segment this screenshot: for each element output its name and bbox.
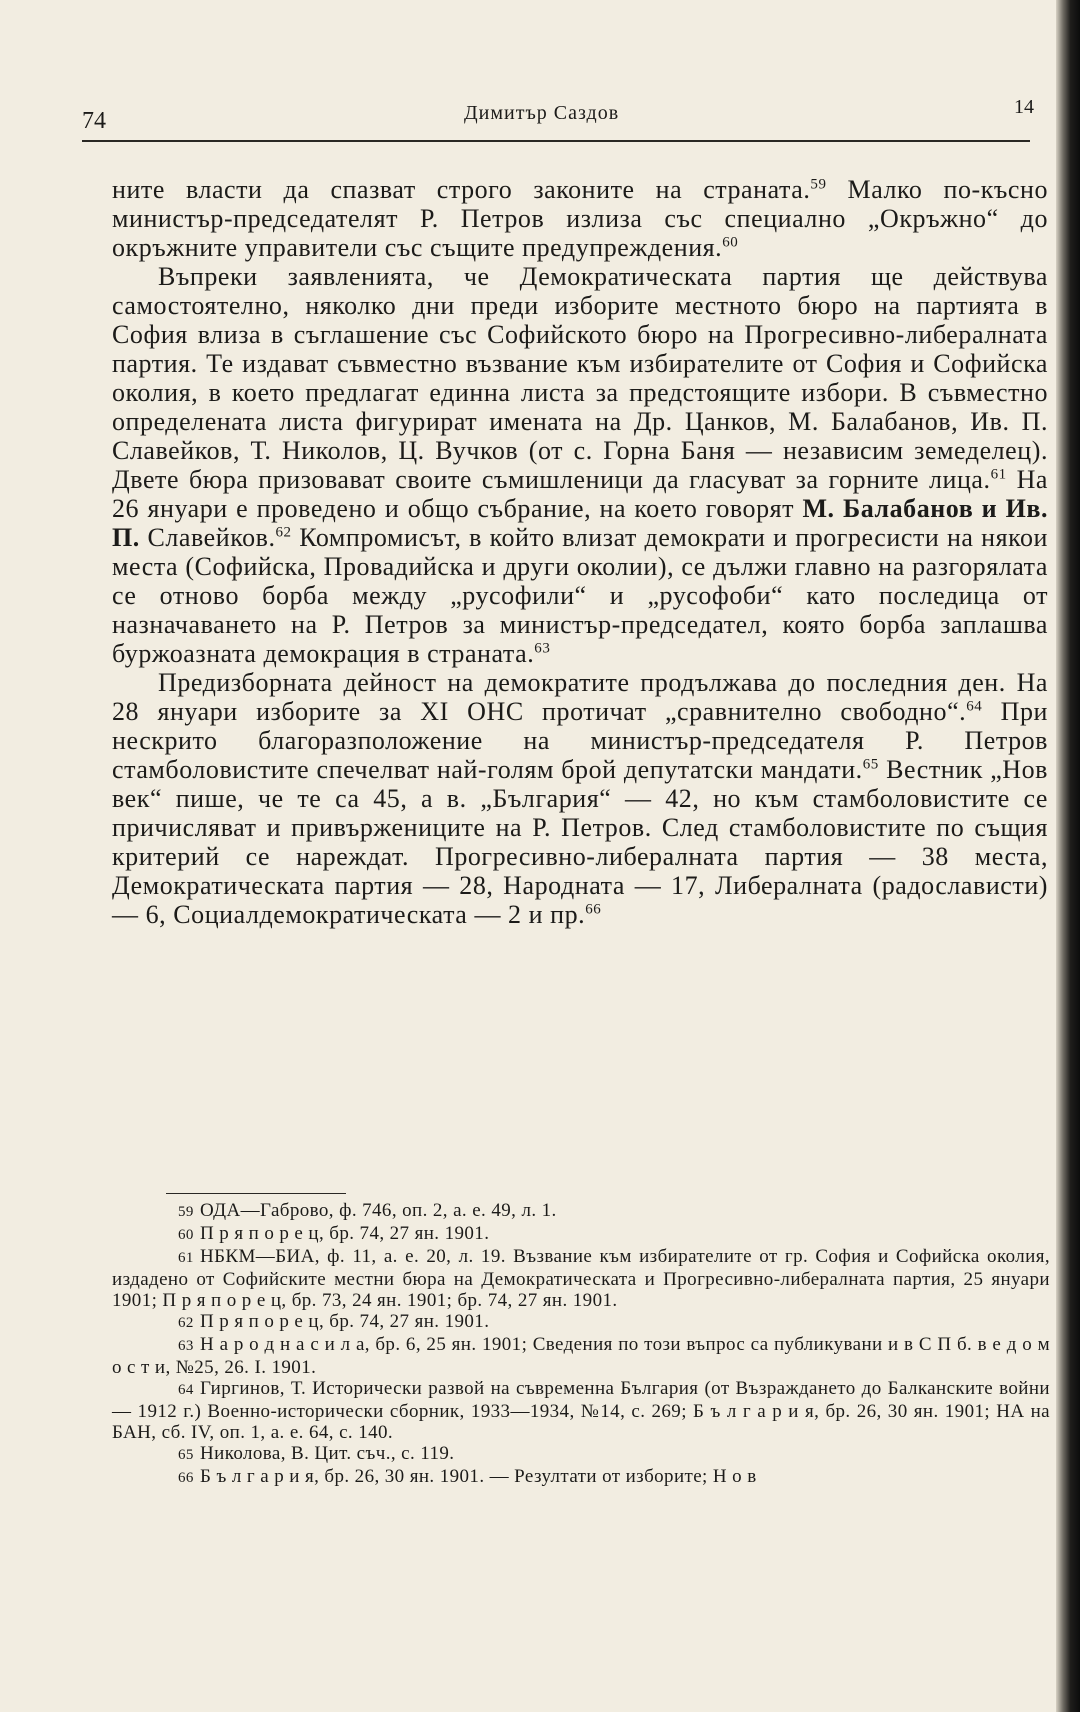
footnote bbox=[112, 1466, 1050, 1489]
text: ните власти да спазват строго законите на страната. bbox=[112, 175, 811, 204]
body-text bbox=[112, 175, 1048, 929]
footnote-number: 66 bbox=[178, 1470, 194, 1486]
footnote-number: 65 bbox=[178, 1447, 194, 1463]
running-head: Димитър Саздов bbox=[464, 102, 620, 124]
footnote-ref: 61 bbox=[990, 466, 1007, 483]
text: Предизборната дейност на демократите продължава до последния ден. На 28 януари изборите за XI ОНС протичат „сравнително свободно“. bbox=[112, 668, 1048, 726]
footnote-number: 61 bbox=[178, 1250, 194, 1266]
footnote-number: 64 bbox=[178, 1382, 194, 1398]
footnote bbox=[112, 1311, 1050, 1334]
footnote-text: ОДА—Габрово, ф. 746, оп. 2, а. е. 49, л. 1. bbox=[200, 1200, 557, 1221]
footnotes bbox=[112, 1200, 1050, 1489]
footnote bbox=[112, 1443, 1050, 1466]
footnote-text: П р я п о р е ц, бр. 74, 27 ян. 1901. bbox=[200, 1311, 490, 1332]
paragraph-3 bbox=[112, 668, 1048, 929]
footnote-number: 63 bbox=[178, 1338, 194, 1354]
footnote-ref: 65 bbox=[862, 756, 879, 773]
paragraph-1 bbox=[112, 175, 1048, 262]
footnote bbox=[112, 1334, 1050, 1378]
footnote bbox=[112, 1378, 1050, 1443]
footnote-text: Н а р о д н а с и л а, бр. 6, 25 ян. 1901; Сведения по този въпрос са публикувани и в С П б. в е д о м о с т и, №25, 26. I. 1901. bbox=[112, 1334, 1050, 1378]
page-number: 74 bbox=[82, 108, 106, 134]
page-header bbox=[82, 96, 1034, 142]
footnote-text: Гиргинов, Т. Исторически развой на съвременна България (от Възраждането до Балканските войни — 1912 г.) Военно-исторически сборник, 1933—1934, №14, с. 269; Б ъ л г а р и я, бр. 26, 30 ян. 1901; НА на БАН, сб. IV, оп. 1, а. е. 64, с. 140. bbox=[112, 1378, 1050, 1443]
book-spine-shadow bbox=[1056, 0, 1080, 1712]
footnote-text: Николова, В. Цит. съч., с. 119. bbox=[200, 1443, 455, 1464]
footnote-text: П р я п о р е ц, бр. 74, 27 ян. 1901. bbox=[200, 1223, 490, 1244]
footnote-text: НБКМ—БИА, ф. 11, а. е. 20, л. 19. Възвание към избирателите от гр. София и Софийска околия, издадено от Софийските местни бюра на Демократическата и Прогресивно-либералната партия, 25 януари 1901; П р я п о р е ц, бр. 73, 24 ян. 1901; бр. 74, 27 ян. 1901. bbox=[112, 1246, 1050, 1311]
footnote-number: 59 bbox=[178, 1204, 194, 1220]
footnote-ref: 59 bbox=[810, 176, 827, 193]
footnote-ref: 64 bbox=[966, 698, 983, 715]
footnote bbox=[112, 1246, 1050, 1311]
footnote-ref: 60 bbox=[722, 234, 739, 251]
footnote bbox=[112, 1200, 1050, 1223]
page-marker: 14 bbox=[1014, 96, 1034, 118]
text: При нескрито благоразположение на министър-председателя Р. Петров стамболовистите спечелват най-голям брой депутатски мандати. bbox=[112, 697, 1049, 784]
footnote-ref: 62 bbox=[275, 524, 292, 541]
footnote-ref: 66 bbox=[585, 901, 602, 918]
text: Славейков. bbox=[139, 523, 276, 552]
text: Компромисът, в който влизат демократи и прогресисти на някои места (Софийска, Провадийска и други околии), се дължи главно на разгорялата се отново борба между „русофили“ и „русофоби“ като последица от назначаването на Р. Петров за министър-председател, която борба заплашва буржоазната демокрация в страната. bbox=[112, 523, 1049, 668]
text: Малко по-късно министър-председателят Р. Петров излиза със специално „Окръжно“ до окръжните управители със същите предупреждения. bbox=[112, 175, 1048, 262]
footnote-rule bbox=[166, 1193, 346, 1194]
paragraph-2 bbox=[112, 262, 1048, 668]
bold-names: М. Балабанов и Ив. П. bbox=[112, 494, 1048, 552]
footnote-number: 62 bbox=[178, 1315, 194, 1331]
header-rule bbox=[82, 140, 1030, 142]
text: Въпреки заявленията, че Демократическата партия ще действува самостоятелно, няколко дни преди изборите местното бюро на партията в София влиза в съглашение със Софийското бюро на Прогресивно-либералната партия. Те издават съвместно възвание към избирателите от София и Софийска околия, в което предлагат единна листа за предстоящите избори. В съвместно определената листа фигурират имената на Др. Цанков, М. Балабанов, Ив. П. Славейков, Т. Николов, Ц. Вучков (от с. Горна Баня — независим земеделец). Двете бюра призовават своите съмишленици да гласуват за горните лица. bbox=[112, 262, 1048, 494]
footnote-ref: 63 bbox=[534, 640, 551, 657]
footnote-number: 60 bbox=[178, 1227, 194, 1243]
text: На 26 януари е проведено и общо събрание, на което говорят bbox=[112, 465, 1048, 523]
footnote bbox=[112, 1223, 1050, 1246]
footnote-text: Б ъ л г а р и я, бр. 26, 30 ян. 1901. — Резултати от изборите; Н о в bbox=[200, 1466, 757, 1487]
text: Вестник „Нов век“ пише, че те са 45, а в. „България“ — 42, но към стамболовистите се причисляват и привържениците на Р. Петров. След стамболовистите по същия критерий се нареждат. Прогресивно-либералната партия — 38 места, Демократическата партия — 28, Народната — 17, Либералната (радослависти) — 6, Социалдемократическата — 2 и пр. bbox=[112, 755, 1048, 929]
